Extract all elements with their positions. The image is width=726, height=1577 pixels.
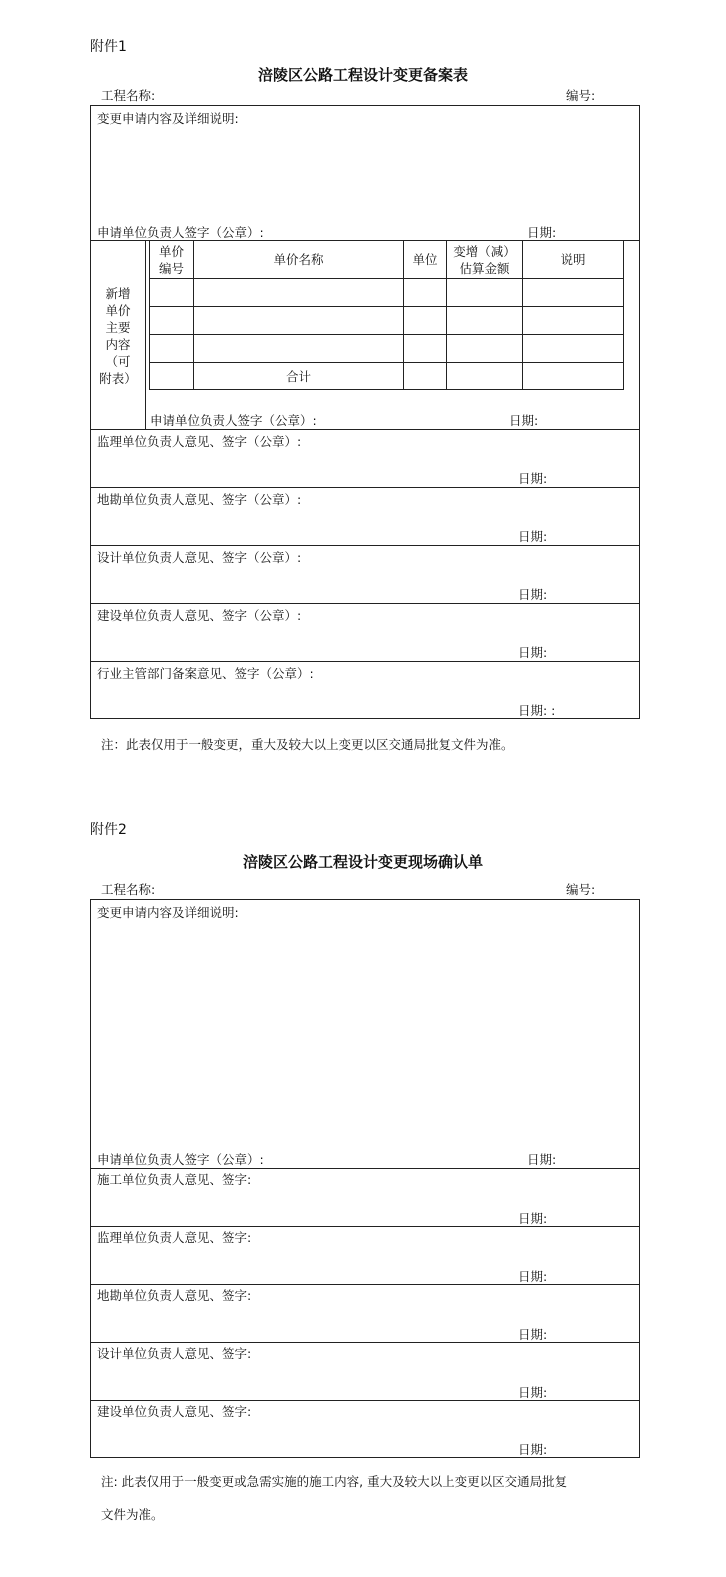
opinion-date-label: 日期: (518, 1269, 548, 1284)
total-label: 合计 (285, 368, 311, 384)
header-unit-name: 单价名称 (273, 252, 324, 267)
divider (90, 1284, 640, 1285)
header-unit-code (150, 241, 193, 278)
form1-applicant-date-label: 日期: (527, 225, 557, 240)
header-line: 变增（减） (453, 243, 516, 259)
divider (90, 661, 640, 662)
divider (149, 278, 623, 279)
header-unit: 单位 (412, 252, 438, 267)
header-line: 编号 (158, 260, 184, 276)
section-label-line: 单价 (105, 303, 131, 318)
opinion-date-label: 日期: (518, 1442, 548, 1457)
divider (90, 487, 640, 488)
form2-project-name-label: 工程名称: (101, 882, 156, 897)
section-label-line: 主要 (105, 320, 131, 335)
divider (623, 240, 624, 390)
contractor-opinion-label: 施工单位负责人意见、签字: (97, 1172, 252, 1187)
divider (149, 389, 623, 390)
header-remark: 说明 (560, 252, 586, 267)
table-applicant-sign-label: 申请单位负责人签字（公章）: (150, 413, 317, 428)
table-date-label: 日期: (509, 413, 539, 428)
design-opinion-label: 设计单位负责人意见、签字（公章）: (97, 550, 302, 565)
divider (90, 1226, 640, 1227)
opinion-date-label: 日期: (518, 529, 548, 544)
survey-opinion-label: 地勘单位负责人意见、签字（公章）: (97, 492, 302, 507)
form1-note: 注：此表仅用于一般变更，重大及较大以上变更以区交通局批复文件为准。 (101, 737, 514, 752)
header-amount (447, 241, 522, 278)
construction-owner-opinion-label-2: 建设单位负责人意见、签字: (97, 1404, 252, 1419)
form1-change-content-label: 变更申请内容及详细说明: (97, 111, 239, 126)
attachment-label-2: 附件2 (90, 822, 127, 838)
section-label-line: 新增 (105, 286, 131, 301)
supervision-opinion-label: 监理单位负责人意见、签字（公章）: (97, 434, 302, 449)
header-line: 估算金额 (459, 260, 510, 276)
form2-applicant-date-label: 日期: (527, 1152, 557, 1167)
opinion-date-label: 日期: (518, 1327, 548, 1342)
divider (90, 1400, 640, 1401)
divider (149, 306, 623, 307)
design-opinion-label-2: 设计单位负责人意见、签字: (97, 1346, 252, 1361)
form2-number-label: 编号: (566, 882, 596, 897)
form1-applicant-sign-label: 申请单位负责人签字（公章）: (97, 225, 264, 240)
attachment-label-1: 附件1 (90, 39, 127, 55)
section-label-line: 内容 (105, 337, 131, 352)
unit-price-section-label (91, 276, 145, 396)
form2-title: 涪陵区公路工程设计变更现场确认单 (242, 853, 483, 871)
form1-title: 涪陵区公路工程设计变更备案表 (257, 66, 468, 84)
supervision-opinion-label-2: 监理单位负责人意见、签字: (97, 1230, 252, 1245)
authority-opinion-label: 行业主管部门备案意见、签字（公章）: (97, 666, 314, 681)
divider (145, 240, 146, 429)
divider (90, 603, 640, 604)
section-label-line: （可 (105, 354, 131, 369)
form1-number-label: 编号: (566, 88, 596, 103)
opinion-date-label: 日期: (518, 1211, 548, 1226)
divider (90, 1342, 640, 1343)
divider (90, 1168, 640, 1169)
opinion-date-label: 日期: : (518, 703, 556, 718)
form2-applicant-sign-label: 申请单位负责人签字（公章）: (97, 1152, 264, 1167)
form2-note-line2: 文件为准。 (101, 1507, 164, 1522)
opinion-date-label: 日期: (518, 587, 548, 602)
section-label-line: 附表） (99, 371, 137, 386)
opinion-date-label: 日期: (518, 1385, 548, 1400)
construction-owner-opinion-label: 建设单位负责人意见、签字（公章）: (97, 608, 302, 623)
form2-change-content-label: 变更申请内容及详细说明: (97, 905, 239, 920)
opinion-date-label: 日期: (518, 645, 548, 660)
divider (90, 429, 640, 430)
divider (149, 334, 623, 335)
header-line: 单价 (158, 243, 184, 259)
survey-opinion-label-2: 地勘单位负责人意见、签字: (97, 1288, 252, 1303)
opinion-date-label: 日期: (518, 471, 548, 486)
form1-project-name-label: 工程名称: (101, 88, 156, 103)
form2-note-line1: 注: 此表仅用于一般变更或急需实施的施工内容, 重大及较大以上变更以区交通局批复 (101, 1474, 568, 1489)
divider (90, 545, 640, 546)
